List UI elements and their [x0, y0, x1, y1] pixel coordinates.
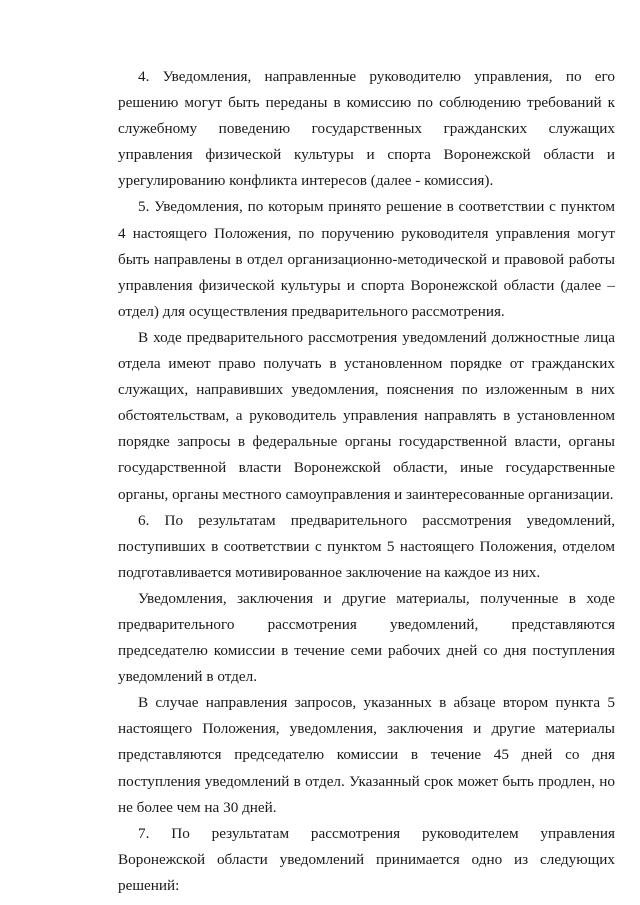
document-page	[118, 64, 615, 899]
paragraph-item-4: 4. Уведомления, направленные руководителю управления, по его решению могут быть переданы в комиссию по соблюдению требований к служебному поведению государственных гражданских служащих управления физической культуры и спорта Воронежской области и урегулированию конфликта интересов (далее - комиссия).	[118, 68, 615, 190]
paragraph-requests-deadline: В случае направления запросов, указанных в абзаце втором пункта 5 настоящего Положения, уведомления, заключения и другие материалы представляются председателю комиссии в течение 45 дней со дня поступления уведомлений в отдел. Указанный срок может быть продлен, но не более чем на 30 дней.	[118, 694, 615, 816]
paragraph-preliminary-review: В ходе предварительного рассмотрения уведомлений должностные лица отдела имеют право получать в установленном порядке от гражданских служащих, направивших уведомления, пояснения по изложенным в них обстоятельствам, а руководитель управления направлять в установленном порядке запросы в федеральные органы государственной власти, органы государственной власти Воронежской области, иные государственные органы, органы местного самоуправления и заинтересованные организации.	[118, 328, 615, 503]
paragraph-materials-submission: Уведомления, заключения и другие материалы, полученные в ходе предварительного рассмотрения уведомлений, представляются председателю комиссии в течение семи рабочих дней со дня поступления уведомлений в отдел.	[118, 589, 615, 686]
paragraph-item-6: 6. По результатам предварительного рассмотрения уведомлений, поступивших в соответствии с пунктом 5 настоящего Положения, отделом подготавливается мотивированное заключение на каждое из них.	[118, 511, 615, 581]
paragraph-item-7: 7. По результатам рассмотрения руководителем управления Воронежской области уведомлений принимается одно из следующих решений:	[118, 824, 615, 894]
paragraph-item-5: 5. Уведомления, по которым принято решение в соответствии с пунктом 4 настоящего Положения, по поручению руководителя управления могут быть направлены в отдел организационно-методической и правовой работы управления физической культуры и спорта Воронежской области (далее – отдел) для осуществления предварительного рассмотрения.	[118, 198, 615, 320]
